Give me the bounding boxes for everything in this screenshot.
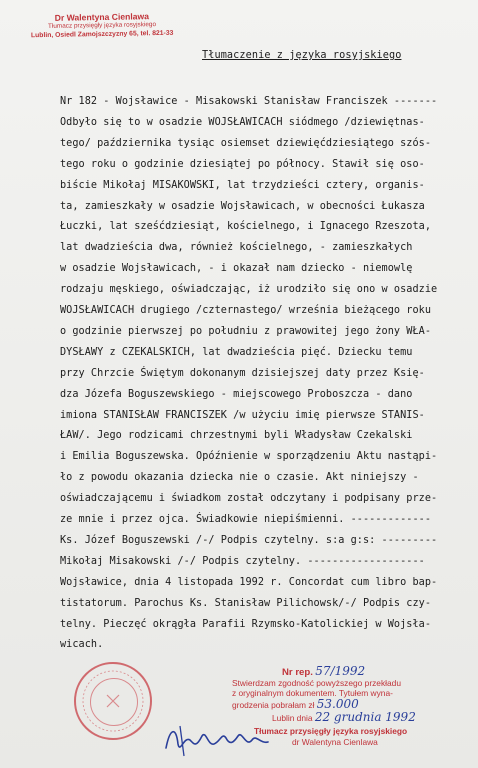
body-line: przy Chrzcie Świętym dokonanym dzisiejszej daty przez Księ-: [60, 367, 425, 379]
parish-round-seal: [74, 662, 152, 740]
cert-line-6: dr Walentyna Cienlawa: [292, 737, 378, 747]
cert-ref-value: 57/1992: [315, 664, 366, 678]
seal-inner-ring: [90, 678, 138, 726]
body-line: tego/ października tysiąc osiemset dziewięćdziesiątego szós-: [60, 137, 432, 149]
body-line: o godzinie pierwszej po południu z prawowitej jego żony WŁA-: [60, 325, 432, 337]
translator-header-stamp: [26, 11, 178, 41]
cert-line-5: Tłumacz przysięgły języka rosyjskiego: [254, 726, 408, 736]
cert-date-value: 22 grudnia 1992: [314, 710, 416, 724]
translator-address: Lublin, Osiedl Zamojszczyzny 65, tel. 821-33: [30, 29, 174, 40]
body-line: ta, zamieszkały w osadzie Wojsławicach, w obecności Łukasza: [60, 200, 425, 212]
cert-ref-prefix: Nr rep.: [282, 667, 313, 678]
body-line: biście Mikołaj MISAKOWSKI, lat trzydzieści cztery, organis-: [60, 179, 425, 191]
body-line: Nr 182 - Wojsławice - Misakowski Stanisław Franciszek -------: [60, 96, 438, 107]
handwritten-signature-icon: [160, 718, 280, 762]
body-line: ŁAW/. Jego rodzicami chrzestnymi byli Władysław Czekalski: [60, 430, 413, 442]
cert-fee-value: 53.000: [316, 697, 359, 711]
body-line: Mikołaj Misakowski /-/ Podpis czytelny. -------------------: [60, 555, 425, 567]
body-line: DYSŁAWY z CZEKALSKICH, lat dwadzieścia pięć. Dziecku temu: [60, 346, 413, 358]
document-title: Tłumaczenie z języka rosyjskiego: [202, 50, 402, 61]
body-line: Łuczki, lat sześćdziesiąt, kościelnego, i Ignacego Rzeszota,: [60, 221, 432, 233]
body-line: tistatorum. Parochus Ks. Stanisław Pilichowsk/-/ Podpis czy-: [60, 597, 432, 609]
cert-date-prefix: Lublin dnia: [272, 713, 313, 723]
body-line: lat dwadzieścia dwa, również kościelnego, - zamieszkałych: [60, 242, 413, 254]
body-line: Odbyło się to w osadzie WOJSŁAWICACH siódmego /dziewiętnas-: [60, 116, 425, 128]
body-line: Wojsławice, dnia 4 listopada 1992 r. Concordat cum libro bap-: [60, 576, 438, 588]
body-line: Ks. Józef Boguszewski /-/ Podpis czytelny. s:a g:s: ---------: [60, 534, 438, 546]
body-line: i Emilia Boguszewska. Opóźnienie w sporządzeniu Aktu nastąpi-: [60, 451, 438, 463]
body-line: telny. Pieczęć okrągła Parafii Rzymsko-Katolickiej w Wojsła-: [60, 618, 432, 630]
body-line: ze mnie i przez ojca. Świadkowie niepiśmienni. -------------: [60, 514, 432, 525]
translator-role: Tłumacz przysięgły języka rosyjskiego: [47, 21, 157, 30]
body-line: rodzaju męskiego, oświadczając, iż urodziło się ono w osadzie: [60, 284, 438, 296]
cert-line-2: z oryginalnym dokumentem. Tytułem wyna-: [232, 688, 393, 698]
body-line: WOJSŁAWICACH drugiego /czternastego/ września bieżącego roku: [60, 305, 432, 316]
body-line: oświadczającemu i świadkom został odczytany i podpisany prze-: [60, 493, 438, 505]
cert-line-1: Stwierdzam zgodność powyższego przekładu: [232, 678, 401, 688]
body-line: ło z powodu okazania dziecka nie o czasie. Akt niniejszy -: [60, 472, 419, 484]
translator-name: Dr Walentyna Cienlawa: [54, 11, 150, 23]
cert-line-3: grodzenia pobrałam zł: [232, 700, 315, 710]
body-line: imiona STANISŁAW FRANCISZEK /w użyciu imię pierwsze STANIS-: [60, 409, 425, 421]
body-line: tego roku o godzinie dziesiątej po północy. Stawił się oso-: [60, 158, 425, 170]
body-line: dza Józefa Boguszewskiego - miejscowego Proboszcza - dano: [60, 388, 413, 400]
body-line: wicach.: [60, 639, 104, 651]
body-line: w osadzie Wojsławicach, - i okazał nam dziecko - niemowlę: [60, 263, 413, 275]
